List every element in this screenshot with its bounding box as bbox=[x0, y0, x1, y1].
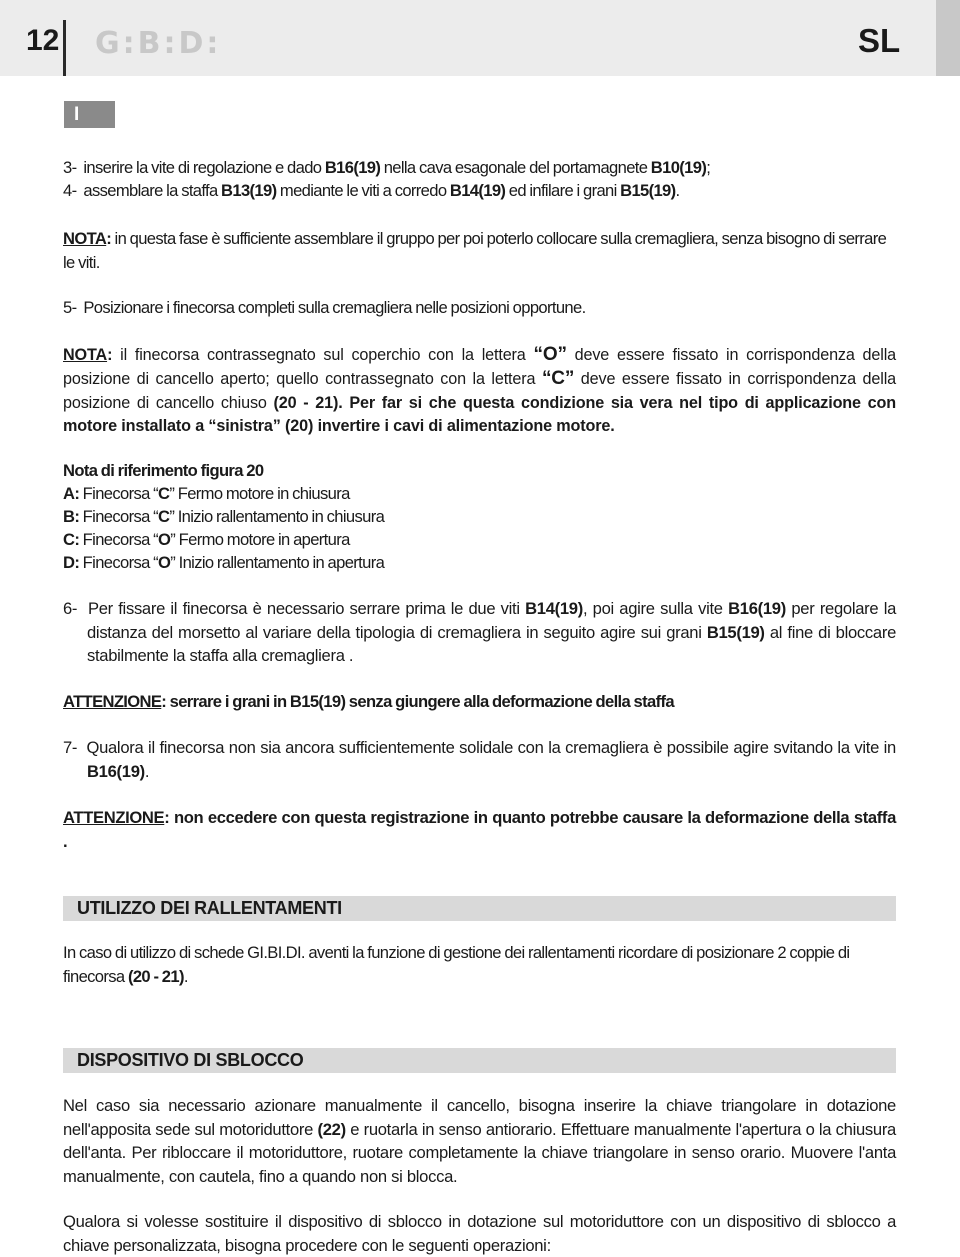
section-heading-sblocco bbox=[63, 1048, 896, 1073]
step-4: 4- assemblare la staffa B13(19) mediante le viti a corredo B14(19) ed infilare i grani B15(19). bbox=[63, 181, 680, 200]
language-code: SL bbox=[858, 22, 901, 59]
figure-note-title: Nota di riferimento figura 20 bbox=[63, 461, 264, 480]
nota-2: NOTA: il finecorsa contrassegnato sul coperchio con la lettera “O” deve essere fissato in corrispondenza della posizione di cancello aperto; quello contrassegnato con la lettera “C” deve essere fissato in corrispondenza della posizione di cancello chiuso (20 - 21). Per far si che questa condizione sia vera nel tipo di applicazione con motore installato a “sinistra” (20) invertire i cavi di alimentazione motore. bbox=[63, 344, 897, 436]
section-language-badge: I bbox=[64, 101, 115, 128]
rallentamenti-text: In caso di utilizzo di schede GI.BI.DI. aventi la funzione di gestione dei rallentamenti ricordare di posizionare 2 coppie di finecorsa (20 - 21). bbox=[63, 943, 850, 986]
attenzione-2: ATTENZIONE: non eccedere con questa registrazione in quanto potrebbe causare la deformazione della staffa . bbox=[63, 808, 896, 851]
step-6: 6- Per fissare il finecorsa è necessario serrare prima le due viti B14(19), poi agire sulla vite B16(19) per regolare la distanza del morsetto al variare della tipologia di cremagliera in seguito agire sui grani B15(19) al fine di bloccare stabilmente la staffa alla cremagliera . bbox=[63, 599, 897, 665]
sblocco-paragraph-1: Nel caso sia necessario azionare manualmente il cancello, bisogna inserire la chiave triangolare in dotazione nell'apposita sede sul motoriduttore (22) e ruotarla in senso antiorario. Effettuare manualmente l'apertura o la chiusura dell'anta. Per ribloccare il motoriduttore, ruotare completamente la chiave triangolare in senso orario. Muovere l'anta manualmente, con cautela, fino a quando non si blocca. bbox=[63, 1096, 896, 1186]
section-title: DISPOSITIVO DI SBLOCCO bbox=[77, 1050, 304, 1070]
page-header bbox=[0, 0, 960, 76]
step-7: 7- Qualora il finecorsa non sia ancora sufficientemente solidale con la cremagliera è possibile agire svitando la vite in B16(19). bbox=[63, 738, 896, 781]
figure-note-item: A: Finecorsa “C” Fermo motore in chiusura bbox=[63, 484, 350, 503]
section-title: UTILIZZO DEI RALLENTAMENTI bbox=[77, 898, 342, 918]
figure-note-item: C: Finecorsa “O” Fermo motore in apertura bbox=[63, 530, 350, 549]
figure-note-item: D: Finecorsa “O” Inizio rallentamento in apertura bbox=[63, 553, 385, 572]
nota-1: NOTA: in questa fase è sufficiente assemblare il gruppo per poi poterlo collocare sulla cremagliera, senza bisogno di serrare le viti. bbox=[63, 229, 887, 272]
sblocco-paragraph-2: Qualora si volesse sostituire il dispositivo di sblocco in dotazione sul motoriduttore con un dispositivo di sblocco a chiave personalizzata, bisogna procedere con le seguenti operazioni: bbox=[63, 1212, 896, 1255]
step-5: 5- Posizionare i finecorsa completi sulla cremagliera nelle posizioni opportune. bbox=[63, 298, 586, 317]
side-tab bbox=[936, 0, 960, 76]
gibidi-logo: G:B:D: bbox=[95, 26, 222, 61]
figure-note-item: B: Finecorsa “C” Inizio rallentamento in chiusura bbox=[63, 507, 385, 526]
section-heading-rallentamenti bbox=[63, 896, 896, 921]
attenzione-1: ATTENZIONE: serrare i grani in B15(19) senza giungere alla deformazione della staffa bbox=[63, 692, 674, 711]
header-divider bbox=[63, 20, 66, 76]
step-3: 3- inserire la vite di regolazione e dado B16(19) nella cava esagonale del portamagnete B10(19); bbox=[63, 158, 711, 177]
page-number: 12 bbox=[26, 24, 60, 57]
